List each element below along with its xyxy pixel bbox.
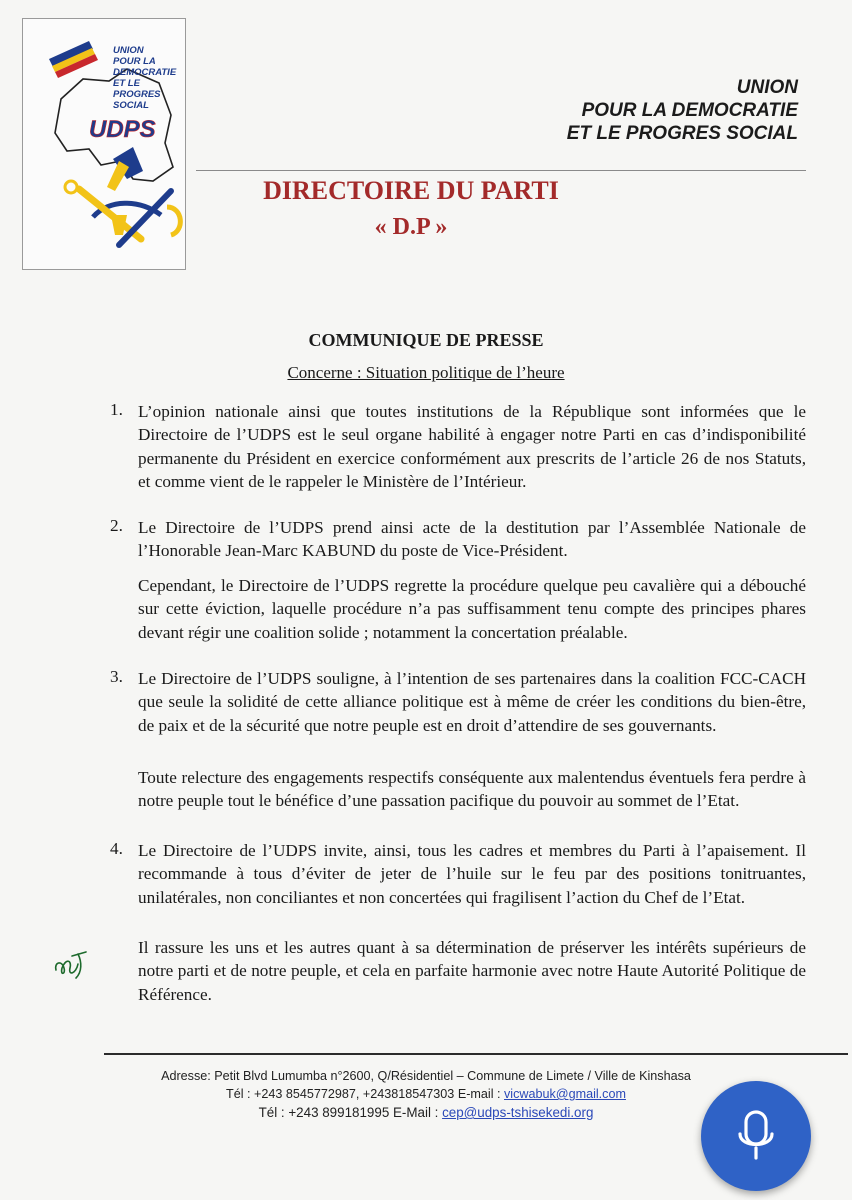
org-name-line2: POUR LA DEMOCRATIE [581,100,798,121]
directoire-title: DIRECTOIRE DU PARTI [263,176,559,205]
item-paragraph: Il rassure les uns et les autres quant à sa détermination de préserver les intérêts supérieurs de notre parti et de notre peuple, et cela en parfaite harmonie avec notre Haute Autorité Politique de Référence. [138,938,806,1004]
item-paragraph: L’opinion nationale ainsi que toutes institutions de la République sont informées que le Directoire de l’UDPS est le seul organe habilité à engager notre Parti en cas d’indisponibilité permanente du Président en exercice conformément aux prescrits de l’article 26 de nos Statuts, et comme vient de le rappeler le Ministère de l’Intérieur. [138,402,806,492]
item-paragraph: Le Directoire de l’UDPS invite, ainsi, tous les cadres et membres du Parti à l’apaisement. Il recommande à tous d’éviter de jeter de l’huile sur le feu par des positions tonitruantes, unilatérales, non conciliantes et non concertées qui fragilisent l’action du Chef de l’Etat. [138,841,806,907]
logo-caption-line2: POUR LA DEMOCRATIE [113,56,177,78]
item-paragraph: Le Directoire de l’UDPS prend ainsi acte de la destitution par l’Assemblée Nationale de l’Honorable Jean-Marc KABUND du poste de Vice-Président. [138,518,806,561]
dp-subtitle: « D.P » [374,214,448,240]
footer-divider [104,1053,848,1055]
header-divider [196,170,806,171]
item-paragraph: Toute relecture des engagements respectifs conséquente aux malentendus éventuels fera perdre à notre peuple tout le bénéfice d’une passation pacifique du pouvoir au sommet de l’Etat. [138,768,806,811]
voice-input-button[interactable] [701,1081,811,1191]
item-number: 3. [110,667,123,686]
concerne-text: Concerne : Situation politique de l’heure [287,363,565,382]
logo-caption-line3: ET LE PROGRES SOCIAL [113,78,161,111]
item-number: 1. [110,400,123,419]
item-paragraph: Le Directoire de l’UDPS souligne, à l’intention de ses partenaires dans la coalition FCC-CACH que seule la solidité de cette alliance politique est à même de créer les conditions du bien-être, de paix et de la sécurité que notre peuple est en droit d’attendire de ses gouvernants. [138,669,806,735]
footer-address: Adresse: Petit Blvd Lumumba n°2600, Q/Résidentiel – Commune de Limete / Ville de Kinshasa [161,1069,691,1083]
svg-text:UDPS: UDPS [89,116,156,143]
item-paragraph: Cependant, le Directoire de l’UDPS regrette la procédure quelque peu cavalière qui a débouché sur cette éviction, laquelle procédure n’a pas suffisamment tenu compte des principes phares devant régir une coalition solide ; notamment la concertation préalable. [138,576,806,642]
item-number: 4. [110,839,123,858]
microphone-icon [732,1108,780,1164]
party-logo [22,18,186,270]
org-name-line1: UNION [736,77,798,98]
organization-name [567,76,798,145]
footer-phone-2: Tél : +243 899181995 E-Mail : [258,1105,443,1120]
item-number: 2. [110,516,123,535]
logo-caption [113,45,185,111]
logo-caption-line1: UNION [113,45,144,56]
email-link-2[interactable]: cep@udps-tshisekedi.org [442,1105,594,1120]
handwritten-signature [52,948,92,982]
footer-phone-1: Tél : +243 8545772987, +243818547303 E-mail : [226,1087,504,1101]
concerne-line [0,363,852,383]
org-name-line3: ET LE PROGRES SOCIAL [566,123,798,144]
email-link-1[interactable]: vicwabuk@gmail.com [504,1087,626,1101]
communique-title: COMMUNIQUE DE PRESSE [308,330,544,350]
